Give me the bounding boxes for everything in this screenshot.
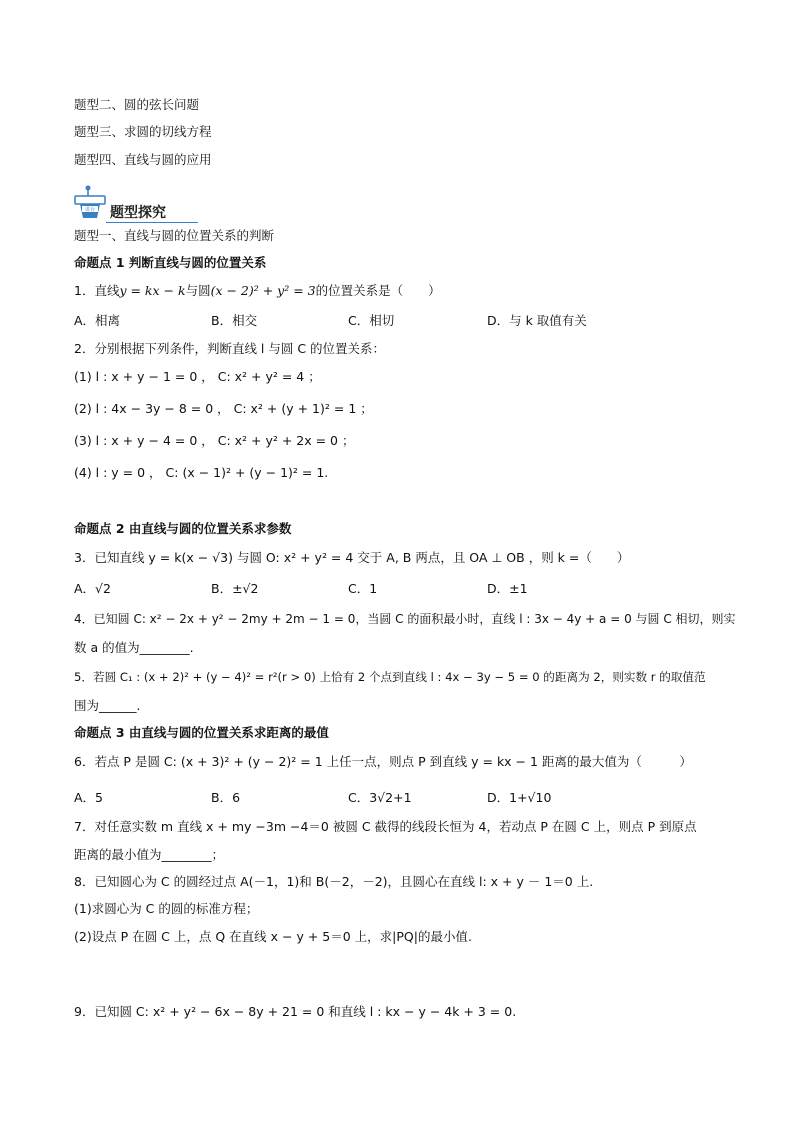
podium-icon xyxy=(72,184,112,224)
podium-label: 讲台 xyxy=(84,207,96,213)
q3-option-b: B．±√2 xyxy=(211,581,259,596)
q3-option-c: C．1 xyxy=(348,581,378,596)
q2-item-2: (2) l : 4x − 3y − 8 = 0 ， C: x² + (y + 1)² = 1 ； xyxy=(74,401,373,416)
question-4-line-2: 数 a 的值为________. xyxy=(74,640,194,655)
q1-option-b: B．相交 xyxy=(211,313,258,328)
q1-option-a: A．相离 xyxy=(74,313,121,328)
toc-item-2: 题型二、圆的弦长问题 xyxy=(74,97,200,112)
q1-option-d: D．与 k 取值有关 xyxy=(487,313,587,328)
q8-part-1: (1)求圆心为 C 的圆的标准方程； xyxy=(74,901,259,916)
q6-option-a: A．5 xyxy=(74,790,104,805)
banner-title: 题型探究 xyxy=(110,205,166,221)
question-7-line-1: 7．对任意实数 m 直线 x + my −3m −4＝0 被圆 C 截得的线段长恒为 4，若动点 P 在圆 C 上，则点 P 到原点 xyxy=(74,819,697,834)
q3-option-d: D．±1 xyxy=(487,581,528,596)
question-5-line-2: 围为______. xyxy=(74,698,141,713)
point-3-heading: 命题点 3 由直线与圆的位置关系求距离的最值 xyxy=(74,725,329,740)
q6-option-b: B．6 xyxy=(211,790,241,805)
point-1-heading: 命题点 1 判断直线与圆的位置关系 xyxy=(74,255,267,270)
q1-mid: 与圆 xyxy=(185,283,211,298)
question-8: 8．已知圆心为 C 的圆经过点 A(－1，1)和 B(－2，－2)，且圆心在直线 l: x + y － 1＝0 上. xyxy=(74,874,594,889)
question-4-line-1: 4．已知圆 C: x² − 2x + y² − 2my + 2m − 1 = 0，当圆 C 的面积最小时，直线 l : 3x − 4y + a = 0 与圆 C 相切，则实 xyxy=(74,612,736,626)
q1-line-eq: y = kx − k xyxy=(119,283,186,298)
q2-item-3: (3) l : x + y − 4 = 0 ， C: x² + y² + 2x = 0 ； xyxy=(74,433,355,448)
question-7-line-2: 距离的最小值为________； xyxy=(74,847,225,862)
toc-item-3: 题型三、求圆的切线方程 xyxy=(74,124,212,139)
question-3: 3．已知直线 y = k(x − √3) 与圆 O: x² + y² = 4 交于 A, B 两点，且 OA ⊥ OB ，则 k =（ ） xyxy=(74,550,630,565)
q6-option-d: D．1+√10 xyxy=(487,790,552,805)
q2-item-1: (1) l : x + y − 1 = 0 ， C: x² + y² = 4 ； xyxy=(74,369,321,384)
question-9: 9．已知圆 C: x² + y² − 6x − 8y + 21 = 0 和直线 l : kx − y − 4k + 3 = 0. xyxy=(74,1004,517,1019)
q2-item-4: (4) l : y = 0 ， C: (x − 1)² + (y − 1)² = 1. xyxy=(74,465,329,480)
q1-stem: 1．直线 xyxy=(74,283,120,298)
q1-tail: 的位置关系是（ ） xyxy=(315,283,441,298)
point-2-heading: 命题点 2 由直线与圆的位置关系求参数 xyxy=(74,521,292,536)
q6-option-c: C．3√2+1 xyxy=(348,790,412,805)
q8-part-2: (2)设点 P 在圆 C 上，点 Q 在直线 x − y + 5＝0 上，求|PQ|的最小值. xyxy=(74,929,472,944)
banner-underline xyxy=(106,222,198,223)
question-6: 6．若点 P 是圆 C: (x + 3)² + (y − 2)² = 1 上任一点，则点 P 到直线 y = kx − 1 距离的最大值为（ ） xyxy=(74,754,692,769)
q1-circle-eq: (x − 2)² + y² = 3 xyxy=(210,283,316,298)
q3-option-a: A．√2 xyxy=(74,581,111,596)
section-1-heading: 题型一、直线与圆的位置关系的判断 xyxy=(74,228,275,243)
question-2: 2．分别根据下列条件，判断直线 l 与圆 C 的位置关系： xyxy=(74,341,386,356)
q1-option-c: C．相切 xyxy=(348,313,395,328)
question-5-line-1: 5．若圆 C₁ : (x + 2)² + (y − 4)² = r²(r > 0) 上恰有 2 个点到直线 l : 4x − 3y − 5 = 0 的距离为 2，则实数 r 的取值范 xyxy=(74,670,706,684)
question-1 xyxy=(74,282,441,300)
section-banner xyxy=(72,184,192,224)
toc-item-4: 题型四、直线与圆的应用 xyxy=(74,152,212,167)
